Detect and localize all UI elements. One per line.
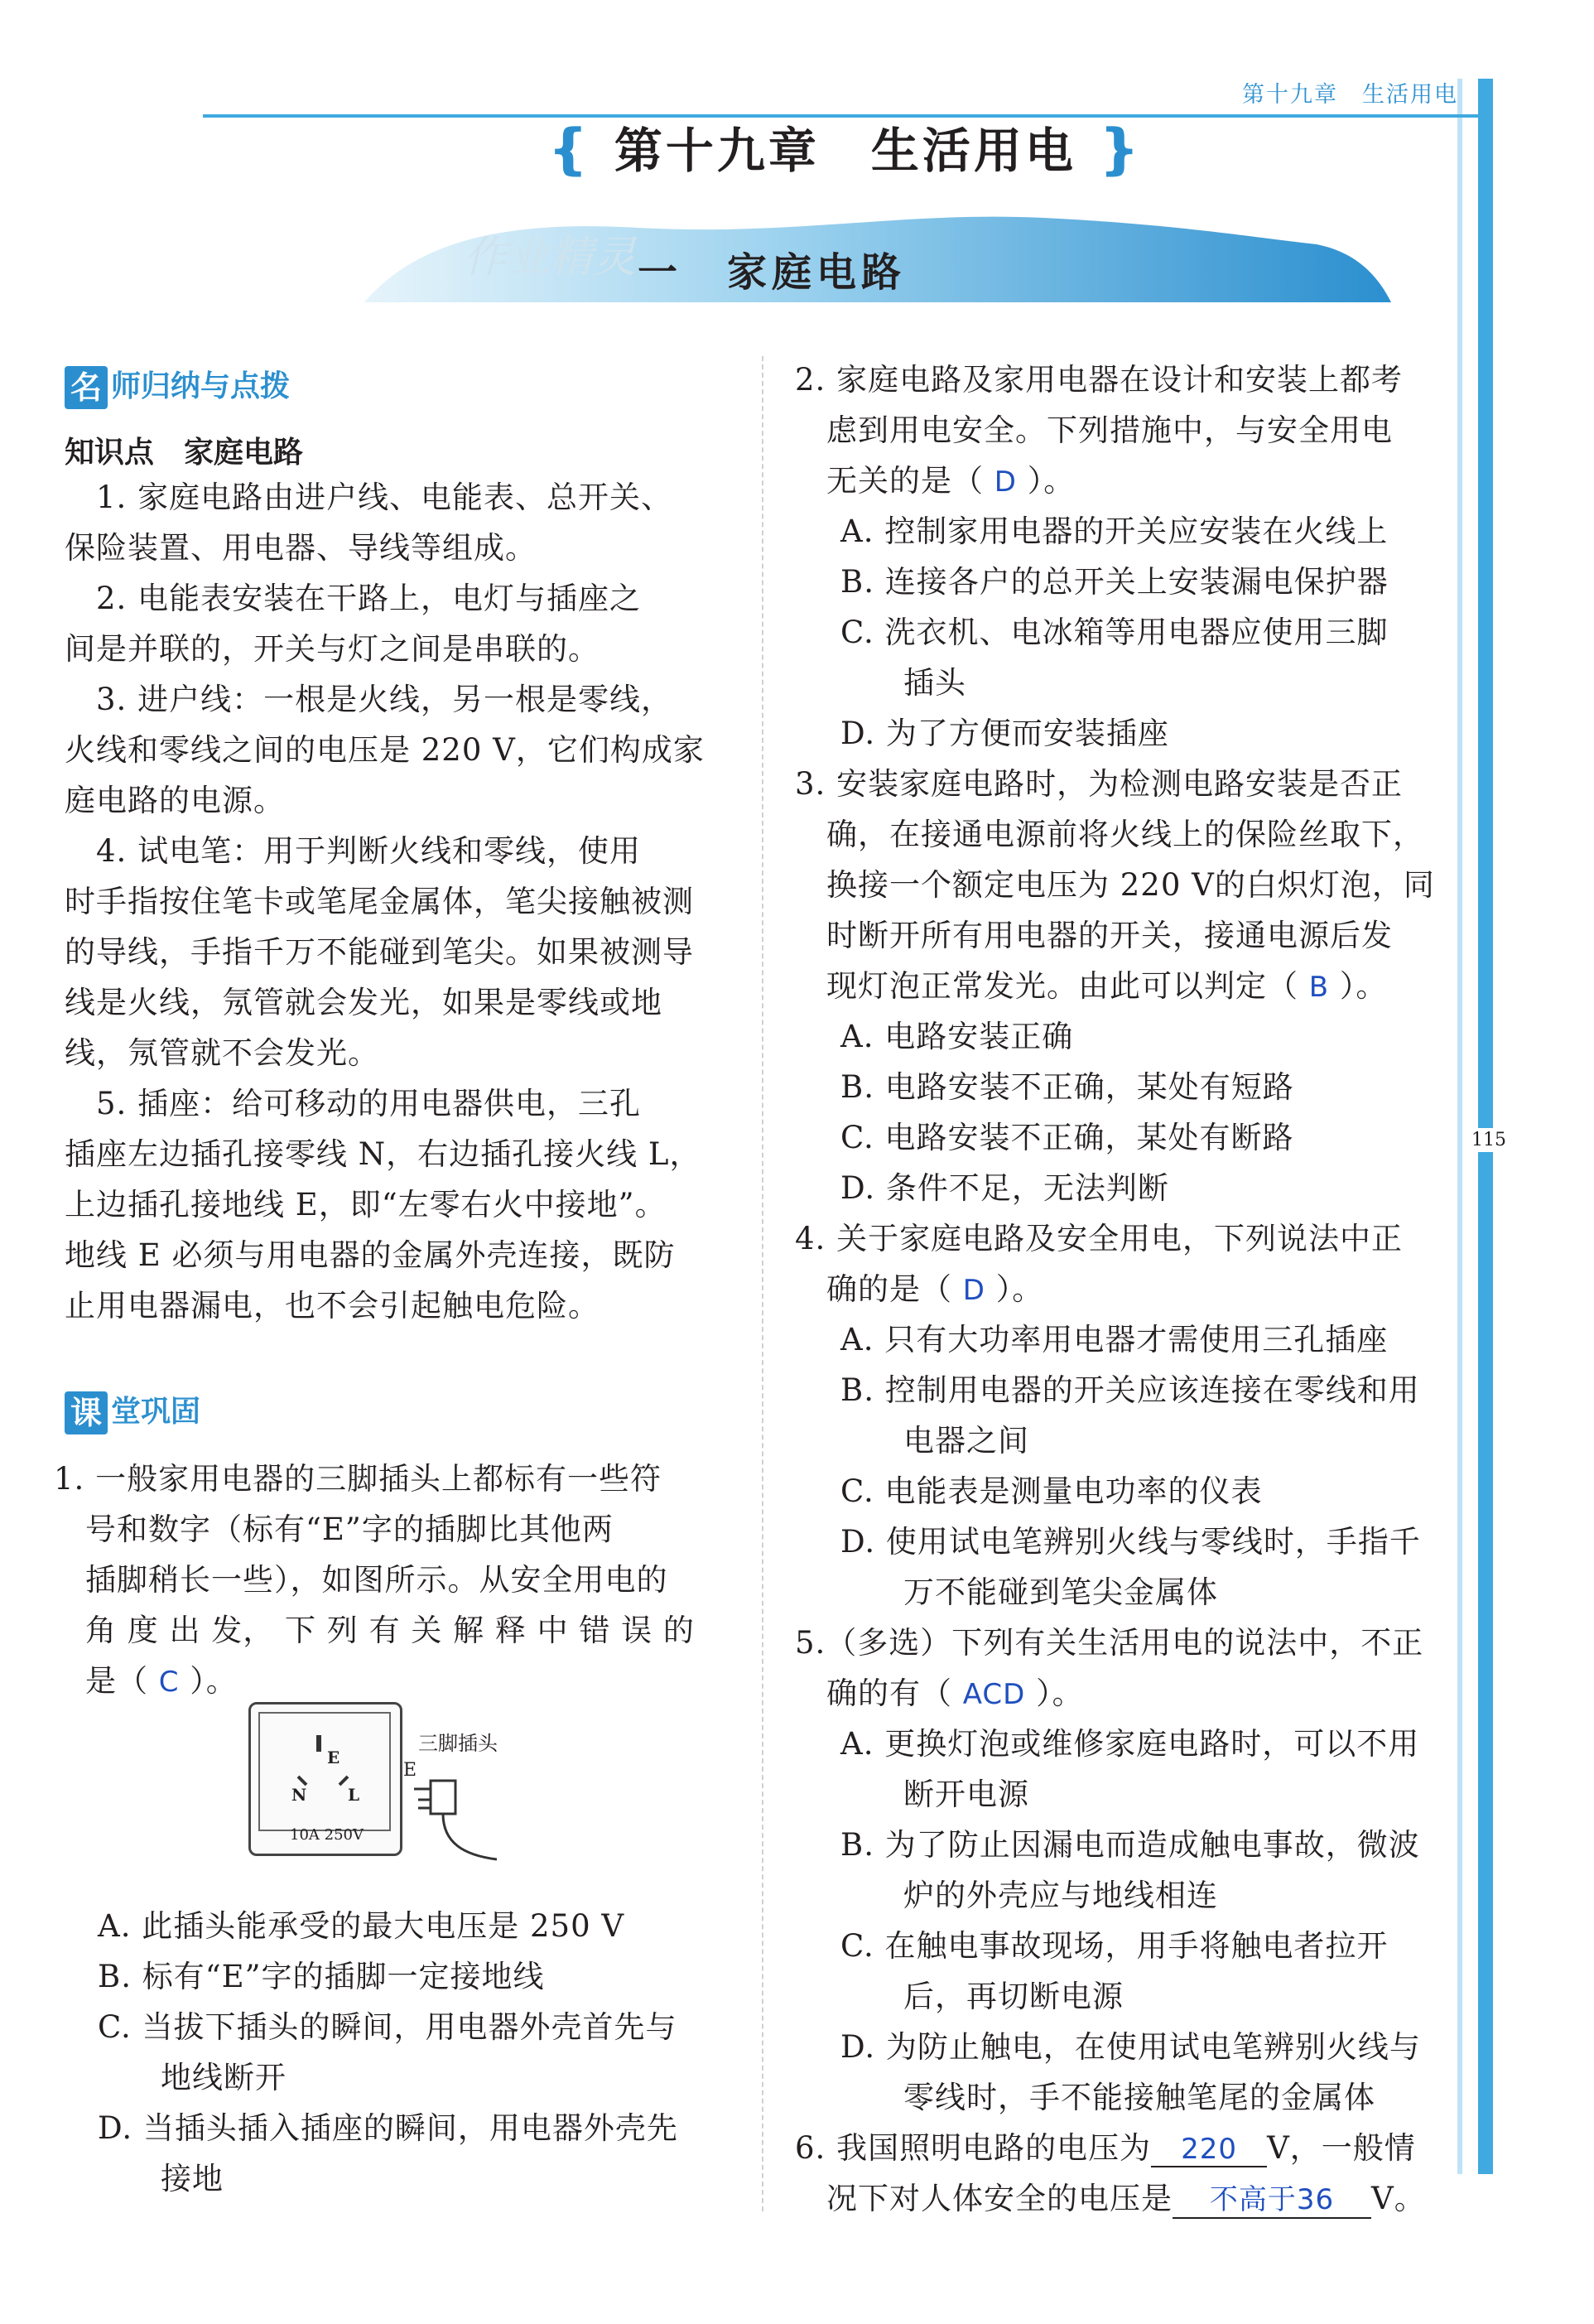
running-head: 第十九章 生活用电: [1242, 82, 1458, 108]
option-line: D. 为了方便而安装插座: [840, 716, 1169, 751]
question-line: [795, 1668, 1084, 1713]
chapter-title: [547, 112, 1144, 181]
summary-heading: 名 师归纳与点拨: [65, 363, 290, 409]
option-line: A. 控制家用电器的开关应安装在火线上: [840, 513, 1389, 549]
question-text: 现灯泡正常发光。由此可以判定（: [795, 968, 1309, 1004]
knowledge-line: 1. 家庭电路由进户线、电能表、总开关、: [65, 480, 673, 515]
margin-stripe-light: [1457, 79, 1462, 2174]
chapter-title-text: 第十九章 生活用电: [614, 123, 1076, 179]
question-text: V。: [1371, 2181, 1426, 2216]
knowledge-line: 间是并联的，开关与灯之间是串联的。: [65, 631, 600, 667]
question-line: 虑到用电安全。下列措施中，与安全用电: [795, 412, 1393, 448]
socket-l-label: L: [348, 1785, 360, 1805]
question-line: 角 度 出 发， 下 列 有 关 解 释 中 错 误 的: [54, 1613, 695, 1648]
question-text: 确的有（: [795, 1675, 963, 1711]
option-line: 插头: [840, 665, 966, 701]
column-divider: [762, 356, 763, 2211]
question-line: 5.（多选）下列有关生活用电的说法中，不正: [795, 1625, 1424, 1661]
question-line: [795, 961, 1387, 1005]
option-line: C. 当拔下插头的瞬间，用电器外壳首先与: [98, 2009, 677, 2045]
watermark: 作业精灵: [464, 233, 637, 282]
option-line: A. 此插头能承受的最大电压是 250 V: [98, 1908, 625, 1944]
question-line: 3. 安装家庭电路时，为检测电路安装是否正: [795, 766, 1404, 802]
question-line: [54, 1656, 238, 1700]
practice-heading: 课 堂巩固: [65, 1388, 200, 1434]
plug-label: 三脚插头: [418, 1732, 498, 1755]
option-line: B. 连接各户的总开关上安装漏电保护器: [840, 564, 1389, 600]
knowledge-line: 线是火线，氖管就会发光，如果是零线或地: [65, 985, 662, 1020]
question-text: 确的是（: [795, 1271, 963, 1307]
knowledge-line: 地线 E 必须与用电器的金属外壳连接，既防: [65, 1237, 676, 1273]
question-text: ）。: [179, 1663, 238, 1699]
socket-n-label: N: [291, 1785, 307, 1805]
question-line: [795, 2173, 1426, 2219]
question-line: 换接一个额定电压为 220 V的白炽灯泡，同: [795, 867, 1435, 903]
knowledge-line: 2. 电能表安装在干路上，电灯与插座之: [65, 581, 642, 616]
section-title: 一 家庭电路: [638, 249, 907, 296]
question-text: ）。: [1016, 463, 1076, 499]
practice-heading-box: 课: [65, 1391, 108, 1434]
question-text: 是（: [54, 1663, 159, 1699]
option-line: A. 只有大功率用电器才需使用三孔插座: [840, 1322, 1389, 1357]
socket-rating: 10A 250V: [290, 1826, 364, 1844]
knowledge-line: 时手指按住笔卡或笔尾金属体，笔尖接触被测: [65, 884, 694, 919]
bracket-right-icon: ❵: [1096, 118, 1144, 181]
question-line: 1. 一般家用电器的三脚插头上都标有一些符: [54, 1461, 662, 1497]
summary-heading-box: 名: [65, 366, 108, 409]
knowledge-line: 止用电器漏电，也不会引起触电危险。: [65, 1288, 600, 1324]
option-line: B. 为了防止因漏电而造成触电事故，微波: [840, 1827, 1420, 1863]
option-line: A. 更换灯泡或维修家庭电路时，可以不用: [840, 1726, 1420, 1762]
answer-blank: 220: [1151, 2133, 1267, 2167]
option-line: 万不能碰到笔尖金属体: [840, 1574, 1218, 1610]
plug-e-label: E: [403, 1760, 417, 1781]
option-line: B. 控制用电器的开关应该连接在零线和用: [840, 1372, 1420, 1408]
knowledge-line: 线，氖管就不会发光。: [65, 1035, 379, 1071]
knowledge-line: 插座左边插孔接零线 N，右边插孔接火线 L，: [65, 1136, 701, 1172]
option-line: B. 标有“E”字的插脚一定接地线: [98, 1959, 545, 1994]
question-line: 4. 关于家庭电路及安全用电，下列说法中正: [795, 1221, 1404, 1256]
knowledge-line: 5. 插座：给可移动的用电器供电，三孔: [65, 1086, 642, 1121]
knowledge-line: 4. 试电笔：用于判断火线和零线，使用: [65, 833, 642, 869]
question-line: 确，在接通电源前将火线上的保险丝取下，: [795, 817, 1424, 852]
question-text: ）。: [1025, 1675, 1084, 1711]
bracket-left-icon: ❴: [547, 118, 595, 181]
option-line: D. 当插头插入插座的瞬间，用电器外壳先: [98, 2110, 678, 2146]
question-line: 时断开所有用电器的开关，接通电源后发: [795, 918, 1393, 953]
option-line: B. 电路安装不正确，某处有短路: [840, 1069, 1294, 1105]
option-line: C. 洗衣机、电冰箱等用电器应使用三脚: [840, 615, 1389, 650]
option-line: 零线时，手不能接触笔尾的金属体: [840, 2080, 1375, 2115]
knowledge-line: 上边插孔接地线 E，即“左零右火中接地”。: [65, 1187, 667, 1222]
answer: B: [1308, 971, 1330, 1004]
question-line: 号和数字（标有“E”字的插脚比其他两: [54, 1512, 614, 1547]
question-line: [795, 2123, 1416, 2167]
knowledge-line: 庭电路的电源。: [65, 783, 285, 818]
knowledge-line: 的导线，手指千万不能碰到笔尖。如果被测导: [65, 934, 694, 970]
page-number: 115: [1471, 1130, 1506, 1150]
knowledge-line: 保险装置、用电器、导线等组成。: [65, 530, 537, 566]
option-line: D. 条件不足，无法判断: [840, 1170, 1169, 1206]
option-line: 电器之间: [840, 1423, 1029, 1459]
question-text: ）。: [985, 1271, 1044, 1307]
answer-blank: 不高于36: [1173, 2177, 1371, 2219]
question-line: 插脚稍长一些），如图所示。从安全用电的: [54, 1562, 668, 1598]
option-line: 接地: [98, 2161, 224, 2196]
question-line: [795, 456, 1075, 500]
option-line: 断开电源: [840, 1777, 1029, 1812]
answer: C: [158, 1666, 180, 1699]
option-line: 地线断开: [98, 2060, 287, 2095]
knowledge-line: 3. 进户线：一根是火线，另一根是零线，: [65, 682, 673, 717]
question-text: ）。: [1329, 968, 1388, 1004]
option-line: 后，再切断电源: [840, 1979, 1124, 2014]
option-line: D. 使用试电笔辨别火线与零线时，手指千: [840, 1524, 1421, 1560]
knowledge-point-title: 知识点 家庭电路: [65, 436, 304, 470]
option-line: C. 电路安装不正确，某处有断路: [840, 1120, 1294, 1155]
question-text: 况下对人体安全的电压是: [795, 2181, 1173, 2216]
question-text: V，一般情: [1267, 2130, 1416, 2166]
question-text: 无关的是（: [795, 463, 994, 499]
option-line: A. 电路安装正确: [840, 1019, 1074, 1054]
answer: ACD: [962, 1678, 1026, 1711]
option-line: 炉的外壳应与地线相连: [840, 1878, 1218, 1913]
answer: D: [994, 465, 1017, 499]
answer: D: [962, 1274, 985, 1307]
option-line: C. 电能表是测量电功率的仪表: [840, 1473, 1263, 1509]
option-line: D. 为防止触电，在使用试电笔辨别火线与: [840, 2029, 1421, 2065]
question-line: [795, 1264, 1043, 1309]
margin-stripe: [1478, 79, 1493, 2174]
question-line: 2. 家庭电路及家用电器在设计和安装上都考: [795, 362, 1404, 398]
option-line: C. 在触电事故现场，用手将触电者拉开: [840, 1928, 1389, 1964]
socket-e-label: E: [327, 1748, 340, 1767]
question-text: 6. 我国照明电路的电压为: [795, 2130, 1152, 2166]
knowledge-line: 火线和零线之间的电压是 220 V，它们构成家: [65, 732, 705, 768]
